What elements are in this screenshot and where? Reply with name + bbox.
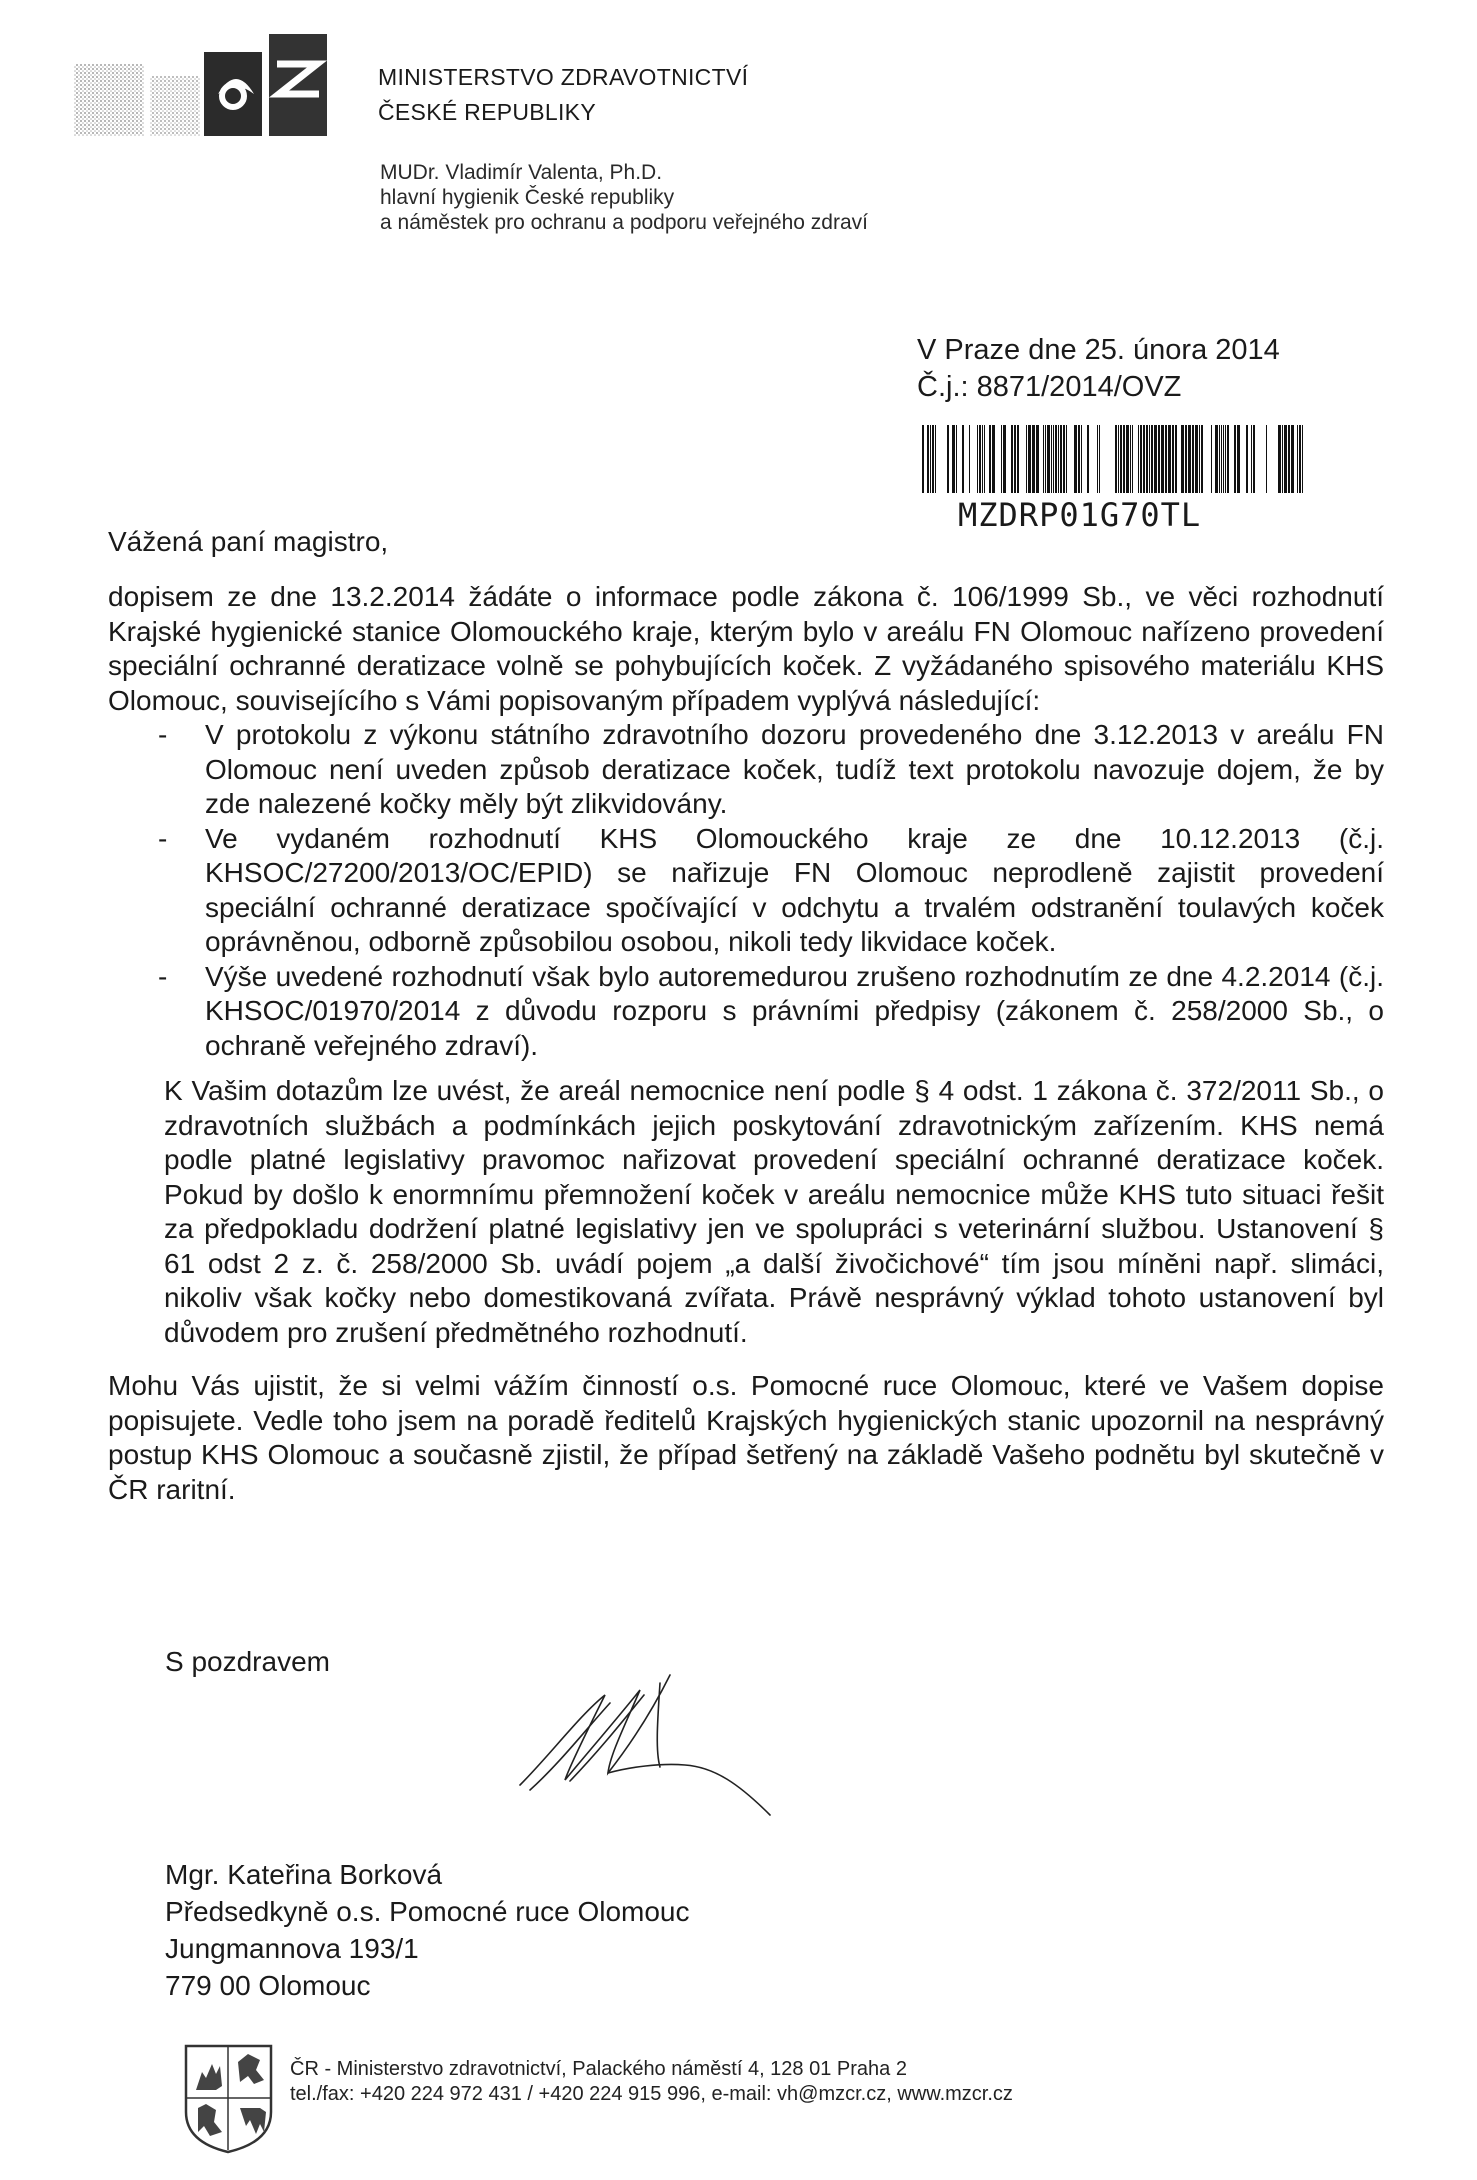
barcode-bar	[984, 425, 985, 493]
barcode-bar	[1201, 425, 1203, 493]
ministry-name-line1: MINISTERSTVO ZDRAVOTNICTVÍ	[378, 64, 749, 90]
barcode-bar	[1284, 425, 1287, 493]
barcode-bar	[979, 425, 981, 493]
barcode-bar	[922, 425, 924, 493]
barcode-bar	[1140, 425, 1142, 493]
barcode-bar	[1060, 425, 1062, 493]
addressee-block	[165, 1856, 689, 2004]
barcode-bar	[1219, 425, 1220, 493]
barcode-bar	[1158, 425, 1160, 493]
barcode-bar	[1195, 425, 1198, 493]
barcode-bar	[930, 425, 931, 493]
barcode-text: MZDRP01G70TL	[958, 496, 1202, 534]
czech-lion-crest-icon	[182, 2042, 275, 2154]
official-name: MUDr. Vladimír Valenta, Ph.D.	[380, 161, 663, 184]
letter-body	[108, 580, 1384, 1507]
barcode-bar	[1291, 425, 1294, 493]
findings-list	[108, 718, 1384, 1063]
footer-contact: tel./fax: +420 224 972 431 / +420 224 915 996, e-mail: vh@mzcr.cz, www.mzcr.cz	[290, 2083, 1013, 2105]
barcode-bar	[1151, 425, 1153, 493]
barcode-bar	[1211, 425, 1212, 493]
barcode-bar	[962, 425, 964, 493]
barcode-bar	[1074, 425, 1077, 493]
addressee-city: 779 00 Olomouc	[165, 1970, 371, 2001]
barcode-bar	[1087, 425, 1089, 493]
barcode-bar	[1126, 425, 1129, 493]
assurance-paragraph: Mohu Vás ujistit, že si velmi vážím činností o.s. Pomocné ruce Olomouc, které ve Vašem dopise popisujete. Vedle toho jsem na poradě ředitelů Krajských hygienických stanic upozornil na nesprávný postup KHS Olomouc a současně zjistil, že případ šetřený na základě Vašeho podnětu byl skutečně v ČR raritní.	[108, 1370, 1384, 1505]
barcode-bar	[1032, 425, 1035, 493]
barcode-bar	[1053, 425, 1054, 493]
barcode-bar	[1223, 425, 1224, 493]
barcode-bar	[1055, 425, 1057, 493]
barcode-bar	[952, 425, 955, 493]
ministry-name-line2: ČESKÉ REPUBLIKY	[378, 99, 596, 125]
barcode-bar	[1001, 425, 1002, 493]
barcode-bar	[969, 425, 970, 493]
barcode-bar	[956, 425, 957, 493]
barcode-bar	[1123, 425, 1125, 493]
barcode-bar	[1251, 425, 1252, 493]
barcode-bar	[1014, 425, 1016, 493]
barcode-bar	[1221, 425, 1222, 493]
handwritten-signature-icon	[510, 1655, 810, 1825]
list-item	[108, 960, 1384, 1064]
closing: S pozdravem	[165, 1646, 330, 1677]
barcode-bar	[1003, 425, 1006, 493]
barcode-bar	[1130, 425, 1131, 493]
barcode-bar	[1199, 425, 1200, 493]
barcode-bar	[989, 425, 991, 493]
barcode-bar	[1181, 425, 1184, 493]
barcode-bar	[1215, 425, 1218, 493]
barcode-bar	[1192, 425, 1194, 493]
official-title-line1: hlavní hygienik České republiky	[380, 186, 675, 209]
barcode-bar	[1017, 425, 1019, 493]
letter-date: V Praze dne 25. února 2014	[917, 334, 1280, 366]
barcode-bar	[1115, 425, 1117, 493]
ministry-logo-icon	[72, 24, 330, 142]
barcode-bar	[935, 425, 936, 493]
barcode-bar	[1081, 425, 1082, 493]
list-item-text: V protokolu z výkonu státního zdravotního dozoru provedeného dne 3.12.2013 v areálu FN Olomouc není uveden způsob deratizace koček, tudíž text protokolu navozuje dojem, že by zde nalezené kočky měly být zlikvidovány.	[205, 719, 1384, 819]
barcode-bar	[1036, 425, 1039, 493]
official-title-line2: a náměstek pro ochranu a podporu veřejného zdraví	[380, 211, 868, 234]
barcode-bar	[1143, 425, 1145, 493]
addressee-name: Mgr. Kateřina Borková	[165, 1859, 443, 1890]
barcode-bar	[977, 425, 978, 493]
barcode-bar	[1278, 425, 1281, 493]
footer	[290, 2057, 1013, 2107]
ministry-name	[378, 60, 748, 130]
barcode-bar	[932, 425, 934, 493]
barcode-bar	[1297, 425, 1298, 493]
barcode-bar	[1149, 425, 1150, 493]
barcode-bar	[1154, 425, 1157, 493]
barcode-bar	[1299, 425, 1301, 493]
barcode-bar	[1132, 425, 1133, 493]
list-item-text: Výše uvedené rozhodnutí však bylo autoremedurou zrušeno rozhodnutím ze dne 4.2.2014 (č.j. KHSOC/01970/2014 z důvodu rozporu s právními předpisy (zákonem č. 258/2000 Sb., o ochraně veřejného zdraví).	[205, 960, 1384, 1061]
barcode-bar	[1120, 425, 1122, 493]
barcode-bar	[992, 425, 995, 493]
barcode-bar	[1011, 425, 1013, 493]
official-block	[380, 160, 868, 235]
list-dash: -	[158, 719, 168, 750]
barcode-bar	[1246, 425, 1248, 493]
barcode-bar	[947, 425, 949, 493]
barcode-bar	[1066, 425, 1067, 493]
barcode-bar	[1026, 425, 1027, 493]
barcode-bar	[1185, 425, 1187, 493]
salutation: Vážená paní magistro,	[108, 526, 389, 557]
barcode-bar	[1168, 425, 1171, 493]
list-item-text: Ve vydaném rozhodnutí KHS Olomouckého kraje ze dne 10.12.2013 (č.j. KHSOC/27200/2013/OC/EPID) se nařizuje FN Olomouc neprodleně zajistit provedení speciální ochranné deratizace spočívající v odchytu a trvalém odstranění toulavých koček oprávněnou, odborně způsobilou osobou, nikoli tedy likvidace koček.	[205, 822, 1384, 957]
barcode-bar	[1078, 425, 1080, 493]
barcode-bar	[1237, 425, 1240, 493]
barcode-bar	[1288, 425, 1290, 493]
intro-paragraph: dopisem ze dne 13.2.2014 žádáte o informace podle zákona č. 106/1999 Sb., ve věci rozhodnutí Krajské hygienické stanice Olomouckého kraje, kterým bylo v areálu FN Olomouc nařízeno provedení speciální ochranné deratizace volně se pohybujících koček. Z vyžádaného spisového materiálu KHS Olomouc, souvisejícího s Vámi popisovaným případem vyplývá následující:	[108, 581, 1384, 716]
barcode-bar	[1302, 425, 1303, 493]
addressee-street: Jungmannova 193/1	[165, 1933, 419, 1964]
barcode-bar	[1225, 425, 1226, 493]
barcode-bar	[1097, 425, 1098, 493]
barcode-bar	[1227, 425, 1229, 493]
barcode-bar	[1234, 425, 1236, 493]
barcode-bar	[1282, 425, 1283, 493]
barcode-bar	[1063, 425, 1065, 493]
barcode-bar	[1172, 425, 1174, 493]
barcode-bar	[1253, 425, 1255, 493]
date-reference-block	[917, 332, 1280, 406]
barcode-bar	[982, 425, 983, 493]
answer-paragraph: K Vašim dotazům lze uvést, že areál nemocnice není podle § 4 odst. 1 zákona č. 372/2011 Sb., o zdravotních službách a podmínkách jejich poskytování zdravotnickým zařízením. KHS nemá podle platné legislativy pravomoc nařizovat provedení speciální ochranné deratizace koček. Pokud by došlo k enormnímu přemnožení koček v areálu nemocnice může KHS tuto situaci řešit za předpokladu dodržení platné legislativy jen ve spolupráci s veterinární službou. Ustanovení § 61 odst 2 z. č. 258/2000 Sb. uvádí pojem „a další živočichové“ tím jsou míněni např. slimáci, nikoliv však kočky nebo domestikovaná zvířata. Právě nesprávný výklad tohoto ustanovení byl důvodem pro zrušení předmětného rozhodnutí.	[164, 1075, 1384, 1348]
barcode-bar	[927, 425, 929, 493]
list-item	[108, 822, 1384, 960]
barcode-bar	[1118, 425, 1119, 493]
barcode-bar	[1028, 425, 1031, 493]
barcode-bar	[1165, 425, 1167, 493]
list-item	[108, 718, 1384, 822]
barcode-bar	[1161, 425, 1164, 493]
barcode-bar	[1175, 425, 1177, 493]
barcode-bar	[1138, 425, 1139, 493]
barcode-bar	[1051, 425, 1052, 493]
barcode-bar	[1058, 425, 1059, 493]
barcode-bar	[1043, 425, 1044, 493]
reference-number: Č.j.: 8871/2014/OVZ	[917, 371, 1182, 403]
barcode-bar	[1266, 425, 1267, 493]
barcode-bar	[1045, 425, 1046, 493]
list-dash: -	[158, 822, 168, 854]
barcode-icon	[920, 425, 1308, 493]
barcode-bar	[1146, 425, 1148, 493]
barcode-bar	[1047, 425, 1050, 493]
footer-address: ČR - Ministerstvo zdravotnictví, Palackého náměstí 4, 128 01 Praha 2	[290, 2058, 907, 2080]
barcode-bar	[1188, 425, 1191, 493]
barcode-bar	[1099, 425, 1100, 493]
addressee-role: Předsedkyně o.s. Pomocné ruce Olomouc	[165, 1896, 690, 1927]
list-dash: -	[158, 960, 168, 992]
